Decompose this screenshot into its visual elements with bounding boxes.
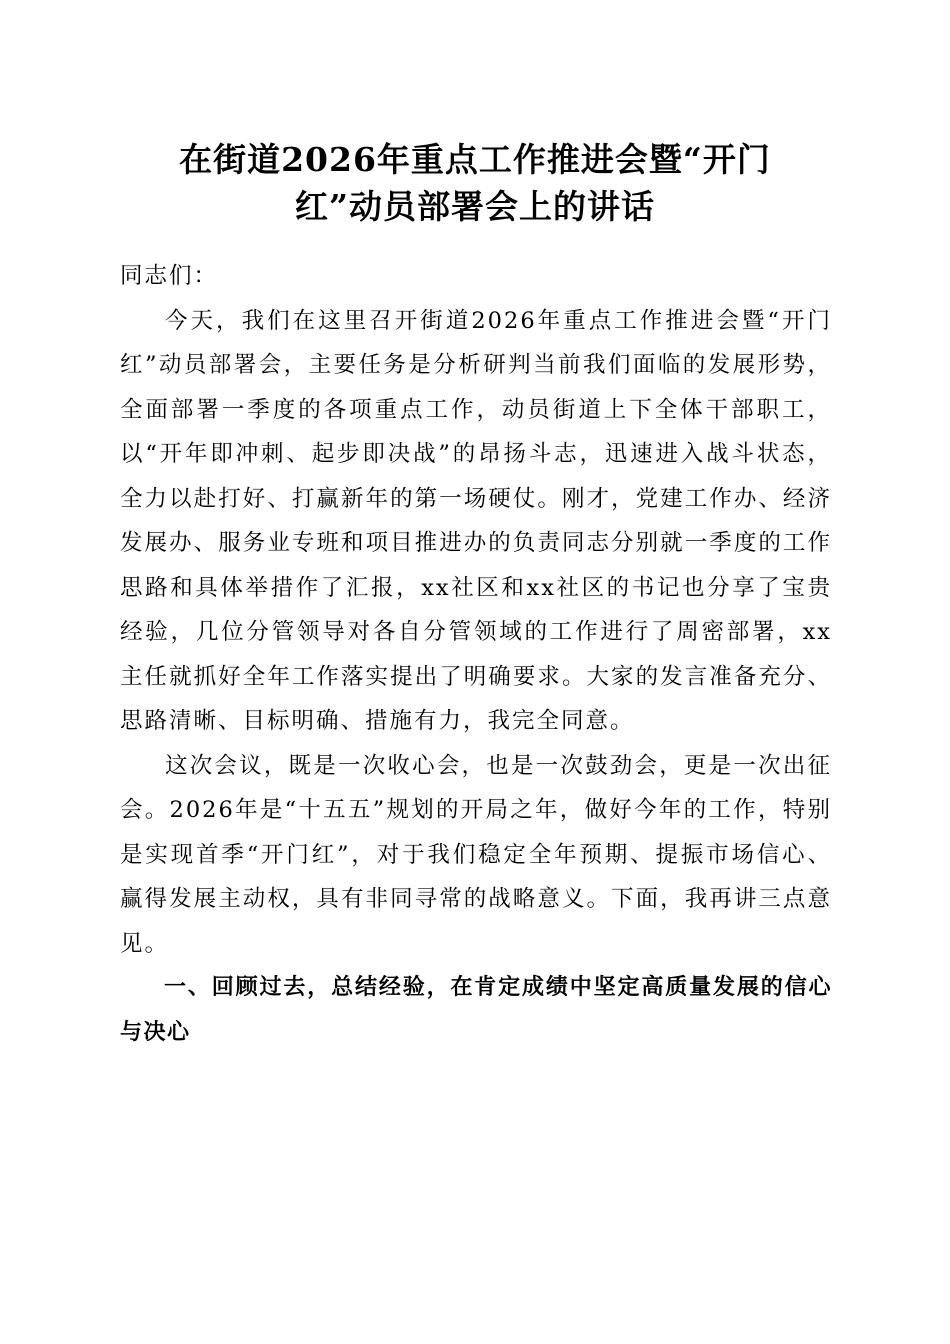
paragraph-significance: 这次会议，既是一次收心会，也是一次鼓劲会，更是一次出征会。2026年是“十五五”规划的开局之年，做好今年的工作，特别是实现首季“开门红”，对于我们稳定全年预期、提振市场信心、赢得发展主动权，具有非同寻常的战略意义。下面，我再讲三点意见。 (120, 752, 832, 957)
paragraph-opening: 今天，我们在这里召开街道2026年重点工作推进会暨“开门红”动员部署会，主要任务是分析研判当前我们面临的发展形势，全面部署一季度的各项重点工作，动员街道上下全体干部职工，以“开年即冲刺、起步即决战”的昂扬斗志，迅速进入战斗状态，全力以赴打好、打赢新年的第一场硬仗。刚才，党建工作办、经济发展办、服务业专班和项目推进办的负责同志分别就一季度的工作思路和具体举措作了汇报，xx社区和xx社区的书记也分享了宝贵经验，几位分管领导对各自分管领域的工作进行了周密部署，xx主任就抓好全年工作落实提出了明确要求。大家的发言准备充分、思路清晰、目标明确、措施有力，我完全同意。 (120, 307, 832, 734)
salutation: 同志们： (120, 263, 219, 289)
title-line-1: 在街道2026年重点工作推进会暨“开门 (179, 140, 771, 179)
title-line-2: 红”动员部署会上的讲话 (295, 187, 655, 226)
document-title (120, 136, 830, 230)
section-heading-1: 一、回顾过去，总结经验，在肯定成绩中坚定高质量发展的信心与决心 (120, 975, 832, 1045)
document-body (120, 254, 832, 1055)
